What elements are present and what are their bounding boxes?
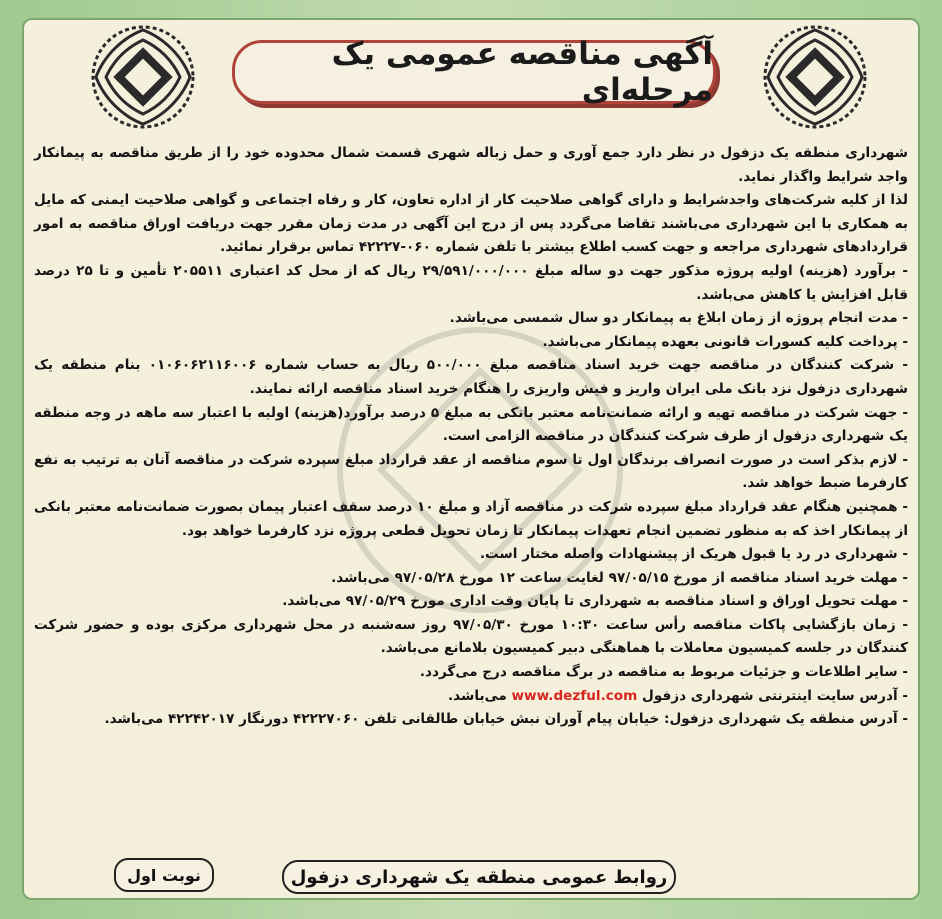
paragraph: - همچنین هنگام عقد قرارداد مبلغ سپرده شرکت در مناقصه آزاد و مبلغ ۱۰ درصد سقف اعتبار پیمان بصورت ضمانت‌نامه معتبر بانکی از پیمانکار اخذ که به منظور تضمین انجام تعهدات پیمانکار تا زمان تحویل قطعی پروژه نزد کارفرما خواهد بود. — [34, 498, 909, 539]
website-prefix: - آدرس سایت اینترنتی شهرداری دزفول — [642, 687, 908, 704]
website-link[interactable]: www.dezful.com — [511, 687, 638, 704]
paragraph: - مدت انجام پروژه از زمان ابلاغ به پیمانکار دو سال شمسی می‌باشد. — [449, 310, 908, 327]
title-banner — [232, 36, 716, 108]
paragraph: - سایر اطلاعات و جزئیات مربوط به مناقصه در برگ مناقصه درج می‌گردد. — [419, 664, 908, 681]
notice-title: آگهی مناقصه عمومی یک مرحله‌ای — [331, 36, 713, 108]
paragraph: - جهت شرکت در مناقصه تهیه و ارائه ضمانت‌نامه معتبر بانکی به مبلغ ۵ درصد برآورد(هزینه) اولیه با اعتبار سه ماهه در وجه منطقه یک شهرداری دزفول از طرف شرکت کنندگان در مناقصه الزامی است. — [34, 404, 909, 445]
paragraph: - مهلت تحویل اوراق و اسناد مناقصه به شهرداری تا پایان وقت اداری مورخ ۹۷/۰۵/۲۹ می‌باشد. — [282, 593, 908, 610]
round-box — [114, 858, 214, 892]
paragraph: - لازم بذکر است در صورت انصراف برندگان اول تا سوم مناقصه از عقد قرارداد مبلغ سپرده شرکت در مناقصه آنان به ترتیب به نفع کارفرما ضبط خواهد شد. — [34, 451, 908, 492]
public-relations-label: روابط عمومی منطقه یک شهرداری دزفول — [290, 866, 668, 888]
public-relations-box — [282, 860, 676, 894]
paragraph: - مهلت خرید اسناد مناقصه از مورخ ۹۷/۰۵/۱۵ لغایت ساعت ۱۲ مورخ ۹۷/۰۵/۲۸ می‌باشد. — [331, 569, 908, 586]
paragraph: - زمان بازگشایی پاکات مناقصه رأس ساعت ۱۰:۳۰ مورخ ۹۷/۰۵/۳۰ روز سه‌شنبه در محل شهرداری مرکزی بوده و حضور شرکت کنندگان در جلسه کمیسیون معاملات با هماهنگی دبیر کمیسیون بلامانع می‌باشد. — [34, 616, 908, 657]
paragraph: - شرکت کنندگان در مناقصه جهت خرید اسناد مناقصه مبلغ ۵۰۰/۰۰۰ ریال به حساب شماره ۰۱۰۶۰۶۲۱۱۶۰۰۶ بنام منطقه یک شهرداری دزفول نزد بانک ملی ایران واریز و فیش واریزی را هنگام خرید اسناد مناقصه ارائه نمایند. — [34, 357, 908, 397]
paragraph: - برآورد (هزینه) اولیه پروژه مذکور جهت دو ساله مبلغ ۲۹/۵۹۱/۰۰۰/۰۰۰ ریال که از محل کد اعتباری ۲۰۵۵۱۱ تأمین و تا ۲۵ درصد قابل افزایش یا کاهش می‌باشد. — [34, 262, 908, 303]
paragraph: - پرداخت کلیه کسورات قانونی بعهده پیمانکار می‌باشد. — [542, 333, 908, 350]
website-suffix: می‌باشد. — [447, 687, 507, 704]
paragraph: - شهرداری در رد یا قبول هریک از پیشنهادات واصله مختار است. — [479, 546, 908, 563]
round-label: نوبت اول — [127, 865, 201, 885]
municipality-logo-left — [84, 18, 202, 136]
paragraph: شهرداری منطقه یک دزفول در نظر دارد جمع آوری و حمل زباله شهری قسمت شمال محدوده خود را از طریق مناقصه به پیمانکار واجد شرایط واگذار نماید. — [34, 145, 908, 185]
municipality-logo-right — [756, 18, 874, 136]
address-line: - آدرس منطقه یک شهرداری دزفول: خیابان پیام آوران نبش خیابان طالقانی تلفن ۴۲۲۲۷۰۶۰ دورنگار ۴۲۲۴۲۰۱۷ می‌باشد. — [104, 711, 908, 728]
paragraph: لذا از کلیه شرکت‌های واجدشرایط و دارای گواهی صلاحیت کار از اداره تعاون، کار و رفاه اجتماعی و گواهی صلاحیت ایمنی که مایل به همکاری با این شهرداری می‌باشند تقاضا می‌گردد پس از درج این آگهی در مدت زمان مقرر جهت دریافت اوراق مناقصه به امور قراردادهای شهرداری مراجعه و جهت کسب اطلاع بیشتر با تلفن شماره ۰۶۰-۴۲۲۲۷ تماس برقرار نمائید. — [34, 192, 908, 256]
website-line — [34, 685, 908, 709]
notice-body — [34, 142, 908, 732]
